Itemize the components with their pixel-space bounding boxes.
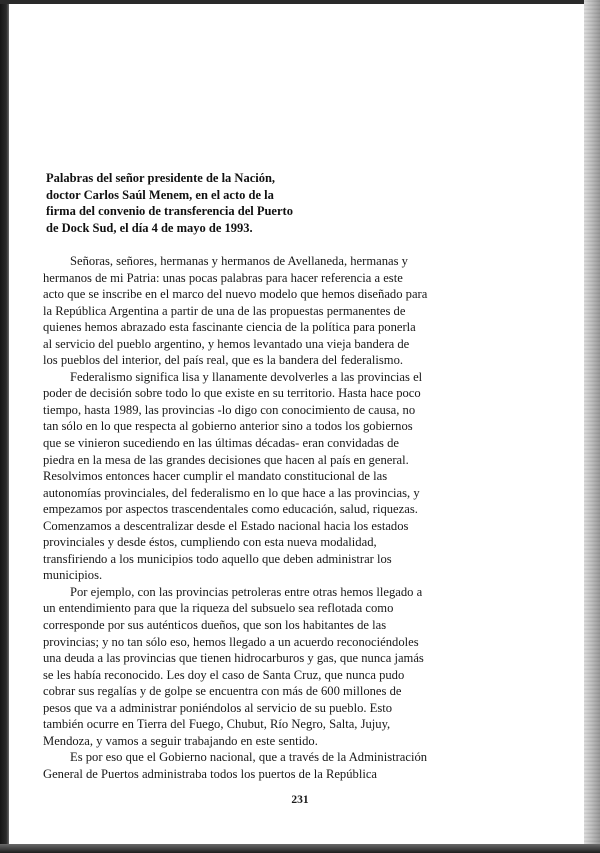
- body-line: tan sólo en lo que respecta al gobierno anterior sino a todos los gobiernos: [43, 419, 413, 434]
- body-line: autonomías provinciales, del federalismo en lo que hace a las provincias, y: [43, 485, 420, 500]
- body-line: transfiriendo a los municipios todo aquello que deben administrar los: [43, 551, 392, 566]
- title-line: Palabras del señor presidente de la Nación,: [46, 171, 276, 185]
- body-line: General de Puertos administraba todos los puertos de la República: [43, 766, 377, 781]
- body-line: Es por eso que el Gobierno nacional, que a través de la Administración: [70, 750, 428, 765]
- body-line: quienes hemos abrazado esta fascinante ciencia de la política para ponerla: [43, 320, 416, 335]
- page-number: 231: [291, 794, 309, 806]
- body-line: los pueblos del interior, del país real, que es la bandera del federalismo.: [43, 353, 404, 368]
- body-line: poder de decisión sobre todo lo que existe en su territorio. Hasta hace poco: [43, 386, 421, 401]
- body-line: tiempo, hasta 1989, las provincias -lo digo con conocimiento de causa, no: [43, 402, 416, 417]
- title-line: de Dock Sud, el día 4 de mayo de 1993.: [46, 220, 253, 235]
- body-line: Mendoza, y vamos a seguir trabajando en este sentido.: [43, 733, 318, 748]
- speech-title: [46, 170, 366, 236]
- body-line: hermanos de mi Patria: unas pocas palabras para hacer referencia a este: [43, 270, 403, 285]
- body-line: al servicio del pueblo argentino, y hemos levantado una vieja bandera de: [43, 336, 410, 351]
- body-line: provincias; y no tan sólo eso, hemos llegado a un acuerdo reconociéndoles: [43, 634, 419, 649]
- scan-border-left: [0, 0, 9, 853]
- body-line: provinciales y desde éstos, cumpliendo con esta nueva modalidad,: [43, 535, 377, 550]
- body-line: acto que se inscribe en el marco del nuevo modelo que hemos diseñado para: [43, 287, 428, 302]
- body-line: Señoras, señores, hermanas y hermanos de Avellaneda, hermanas y: [70, 254, 408, 268]
- scan-border-bottom: [0, 844, 600, 853]
- body-line: Resolvimos entonces hacer cumplir el mandato constitucional de las: [43, 469, 388, 484]
- body-line: también ocurre en Tierra del Fuego, Chubut, Río Negro, Salta, Jujuy,: [43, 717, 391, 732]
- body-line: la República Argentina a partir de una de las propuestas permanentes de: [43, 303, 406, 318]
- body-line: Comenzamos a descentralizar desde el Estado nacional hacia los estados: [43, 518, 409, 533]
- body-line: Por ejemplo, con las provincias petroleras entre otras hemos llegado a: [70, 584, 423, 599]
- body-line: empezamos por aspectos trascendentales como educación, salud, riquezas.: [43, 502, 418, 517]
- title-line: doctor Carlos Saúl Menem, en el acto de la: [46, 187, 274, 202]
- body-line: se les había reconocido. Les doy el caso de Santa Cruz, que nunca pudo: [43, 667, 405, 682]
- body-line: corresponde por sus auténticos dueños, que son los habitantes de las: [43, 618, 387, 633]
- body-line: Federalismo significa lisa y llanamente devolverles a las provincias el: [70, 369, 423, 384]
- body-line: municipios.: [43, 568, 103, 583]
- body-line: cobrar sus regalías y de golpe se encuentra con más de 600 millones de: [43, 684, 402, 699]
- body-line: una deuda a las provincias que tienen hidrocarburos y gas, que nunca jamás: [43, 651, 424, 666]
- title-line: firma del convenio de transferencia del Puerto: [46, 204, 293, 218]
- speech-body: [43, 253, 563, 783]
- body-line: que se vinieron sucediendo en las últimas décadas- eran convidadas de: [43, 436, 399, 451]
- body-line: un entendimiento para que la riqueza del subsuelo sea reflotada como: [43, 601, 394, 616]
- body-line: pesos que va a administrar poniéndolos al servicio de su pueblo. Esto: [43, 700, 393, 715]
- scan-border-right: [584, 0, 600, 853]
- scan-border-top: [0, 0, 600, 4]
- body-line: piedra en la mesa de las grandes decisiones que hacen al país en general.: [43, 452, 409, 467]
